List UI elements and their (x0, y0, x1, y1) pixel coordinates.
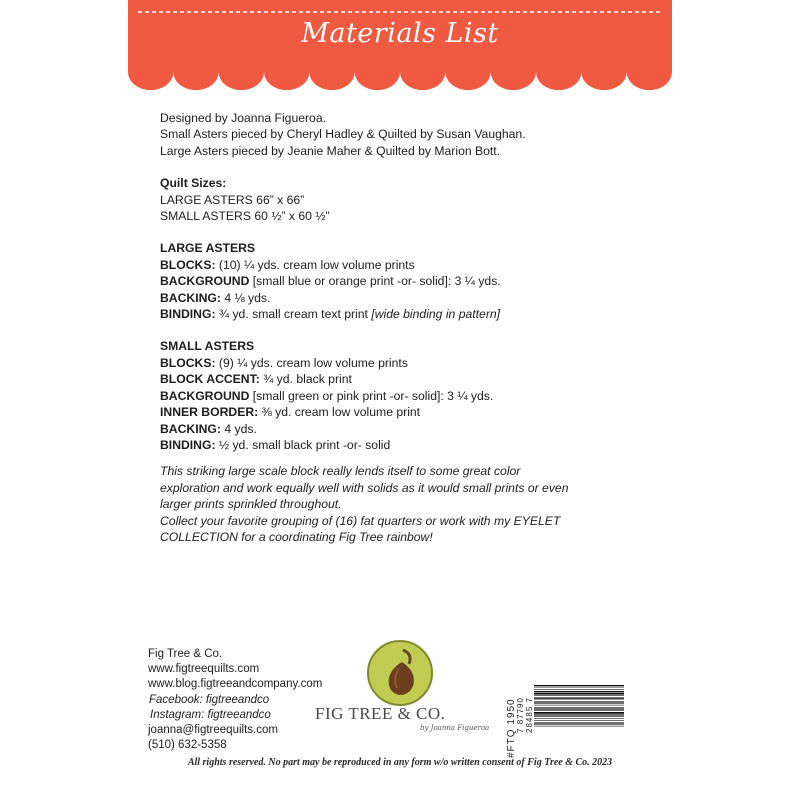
header-banner (128, 0, 672, 92)
credit-line: Designed by Joanna Figueroa. (160, 111, 326, 125)
website-link[interactable]: www.figtreequilts.com (148, 663, 260, 676)
description-line: larger prints sprinkled throughout. (160, 497, 342, 512)
material-label: BACKING: (160, 290, 221, 305)
barcode-bar (534, 726, 624, 727)
description-line: COLLECTION for a coordinating Fig Tree rainbow! (160, 529, 433, 544)
material-item (160, 404, 630, 420)
material-item (160, 371, 630, 387)
material-item (160, 257, 630, 273)
material-label: BLOCKS: (160, 355, 216, 370)
material-item (160, 421, 630, 437)
material-item (160, 388, 630, 404)
page-title: Materials List (301, 18, 499, 49)
barcode-bar (534, 687, 624, 688)
material-text: (9) ¼ yds. cream low volume prints (215, 355, 408, 370)
material-text: ½ yd. small black print -or- solid (215, 437, 391, 452)
material-text: 4 ⅛ yds. (220, 290, 271, 305)
barcode-bar (534, 698, 624, 699)
material-item (160, 437, 630, 453)
material-item (160, 273, 630, 289)
phone-number: (510) 632-5358 (148, 739, 227, 752)
barcode-bar (534, 707, 624, 708)
barcode-bar (534, 710, 624, 711)
barcode-bars (528, 683, 626, 747)
material-text: ⅜ yd. cream low volume print (258, 405, 421, 420)
barcode (528, 683, 626, 747)
credits (160, 110, 630, 159)
barcode-bar (534, 693, 624, 695)
barcode-bar (534, 708, 624, 709)
barcode-digits: 7 87790 28485 7 (516, 697, 534, 733)
blog-link[interactable]: www.blog.figtreeandcompany.com (148, 678, 323, 691)
material-item (160, 306, 630, 322)
material-item (160, 355, 630, 371)
quilt-size-item: SMALL ASTERS 60 ½” x 60 ½” (160, 209, 330, 224)
barcode-bar (534, 720, 624, 721)
barcode-bar (534, 712, 624, 714)
barcode-bar (534, 695, 624, 696)
materials-content (160, 110, 630, 545)
material-label: BACKGROUND (160, 274, 250, 289)
barcode-bar (534, 701, 624, 702)
barcode-bar (534, 689, 624, 690)
email-link[interactable]: joanna@figtreequilts.com (148, 724, 278, 737)
barcode-bar (534, 685, 624, 686)
description-line: exploration and work equally well with solids as it would small prints or even (160, 480, 569, 495)
description-line: Collect your favorite grouping of (16) fat quarters or work with my EYELET (160, 513, 561, 528)
copyright-notice: All rights reserved. No part may be reproduced in any form w/o written consent of Fig Tree & Co. 2023 (187, 757, 613, 768)
small-asters-section (160, 338, 630, 453)
quilt-size-item: LARGE ASTERS 66” x 66” (160, 192, 305, 207)
material-label: BLOCKS: (160, 257, 216, 272)
material-item (160, 290, 630, 306)
barcode-bar (534, 697, 624, 698)
barcode-bar (534, 718, 624, 719)
material-label: BACKGROUND (160, 388, 250, 403)
material-note: [wide binding in pattern] (371, 307, 501, 322)
product-sku: #FTQ 1950 (506, 698, 517, 758)
fig-tree-logo (305, 640, 515, 730)
material-text: ¾ yd. small cream text print (215, 307, 372, 322)
credit-line: Large Asters pieced by Jeanie Maher & Quilted by Marion Bott. (160, 143, 501, 158)
material-label: INNER BORDER: (160, 405, 259, 420)
company-name: Fig Tree & Co. (148, 648, 223, 660)
material-text: [small green or pink print -or- solid]: 3 ¼ yds. (249, 388, 494, 403)
material-label: BLOCK ACCENT: (160, 372, 260, 387)
credit-line: Small Asters pieced by Cheryl Hadley & Quilted by Susan Vaughan. (160, 127, 526, 142)
fig-icon (367, 640, 433, 706)
pattern-description (160, 463, 630, 545)
barcode-bar (534, 722, 624, 723)
logo-signature: by Joanna Figueroa (420, 724, 490, 732)
small-asters-heading: SMALL ASTERS (160, 339, 255, 354)
barcode-bar (534, 691, 624, 692)
quilt-sizes (160, 175, 630, 224)
barcode-bar (534, 723, 624, 724)
facebook-handle: Facebook: figtreeandco (149, 693, 270, 706)
quilt-sizes-heading: Quilt Sizes: (160, 176, 227, 191)
barcode-bar (534, 714, 624, 715)
logo-wordmark: FIG TREE & CO. (315, 704, 446, 723)
material-label: BINDING: (160, 437, 216, 452)
material-label: BACKING: (160, 421, 221, 436)
material-text: (10) ¼ yds. cream low volume prints (215, 257, 415, 272)
material-label: BINDING: (160, 307, 216, 322)
material-text: [small blue or orange print -or- solid]: 3 ¼ yds. (249, 274, 501, 289)
barcode-bar (534, 705, 624, 706)
instagram-handle: Instagram: figtreeandco (150, 708, 271, 721)
large-asters-section (160, 240, 630, 322)
barcode-bar (534, 716, 624, 717)
material-text: ¾ yd. black print (259, 372, 352, 387)
material-text: 4 yds. (220, 421, 257, 436)
description-line: This striking large scale block really lends itself to some great color (160, 464, 521, 479)
barcode-bar (534, 702, 624, 703)
large-asters-heading: LARGE ASTERS (160, 241, 256, 256)
